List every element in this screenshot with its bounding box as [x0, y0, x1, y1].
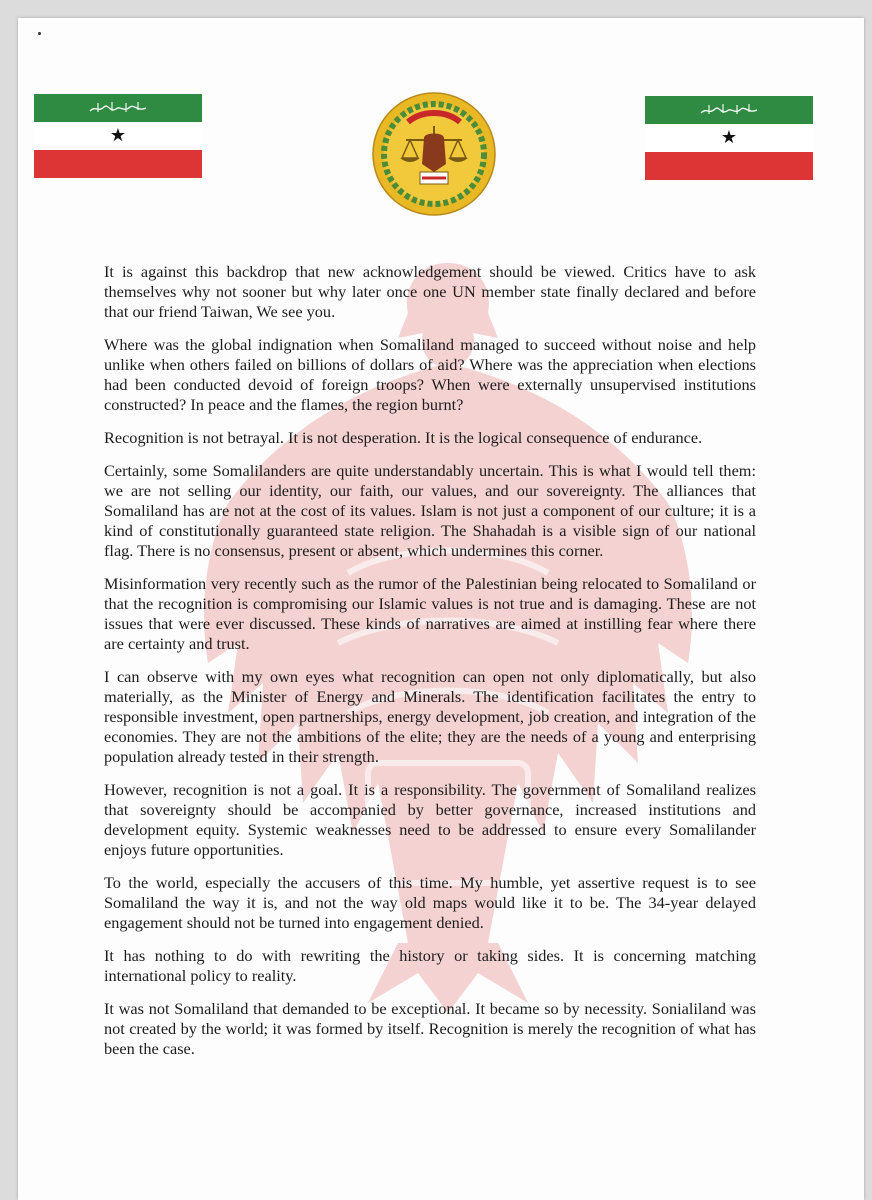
black-star-icon: ★ [109, 125, 127, 146]
shahada-script-icon [645, 96, 813, 124]
right-flag [645, 96, 813, 184]
paragraph: Certainly, some Somalilanders are quite understandably uncertain. This is what I would tell them: we are not selling our identity, our faith, our values, and our sovereignty. The alliances that Somaliland has are not at the cost of its values. Islam is not just a component of our culture; it is a kind of constitutionally guaranteed state religion. The Shahadah is a visible sign of our national flag. There is no consensus, present or absent, which undermines this corner. [104, 461, 756, 560]
paragraph: Recognition is not betrayal. It is not desperation. It is the logical consequence of endurance. [104, 428, 703, 447]
left-flag [34, 94, 202, 182]
paper-speck [38, 32, 41, 35]
paragraph: Misinformation very recently such as the rumor of the Palestinian being relocated to Somaliland or that the recognition is compromising our Islamic values is not true and is damaging. These are not issues that were ever discussed. These kinds of narratives are aimed at instilling fear where there are certainty and trust. [104, 574, 756, 653]
paragraph: It was not Somaliland that demanded to be exceptional. It became so by necessity. Sonialiland was not created by the world; it was formed by itself. Recognition is merely the recognition of what has been the case. [104, 999, 756, 1058]
flag-red-stripe [34, 150, 202, 178]
document-page [18, 18, 864, 1200]
paragraph: It has nothing to do with rewriting the history or taking sides. It is concerning matching international policy to reality. [104, 946, 756, 985]
paragraph: It is against this backdrop that new acknowledgement should be viewed. Critics have to ask themselves why not sooner but why later once one UN member state finally declared and before that our friend Taiwan, We see you. [104, 262, 756, 321]
paragraph: I can observe with my own eyes what recognition can open not only diplomatically, but also materially, as the Minister of Energy and Minerals. The identification facilitates the entry to responsible investment, open partnerships, energy development, job creation, and integration of the economies. They are not the ambitions of the elite; they are the needs of a young and enterprising population already tested in their strength. [104, 667, 756, 766]
letter-body [104, 262, 756, 1072]
paragraph: To the world, especially the accusers of this time. My humble, yet assertive request is to see Somaliland the way it is, and not the way old maps would like it to be. The 34-year delayed engagement should not be turned into engagement denied. [104, 873, 756, 932]
black-star-icon: ★ [720, 127, 738, 148]
coat-of-arms-seal-icon [372, 92, 496, 216]
shahada-script-icon [34, 94, 202, 122]
flag-red-stripe [645, 152, 813, 180]
paragraph: However, recognition is not a goal. It is a responsibility. The government of Somaliland realizes that sovereignty should be accompanied by better governance, increased institutions and development equity. Systemic weaknesses need to be addressed to ensure every Somalilander enjoys future opportunities. [104, 780, 756, 859]
paragraph: Where was the global indignation when Somaliland managed to succeed without noise and help unlike when others failed on billions of dollars of aid? Where was the appreciation when elections had been conducted devoid of foreign troops? When were externally unsupervised institutions constructed? In peace and the flames, the region burnt? [104, 335, 756, 414]
